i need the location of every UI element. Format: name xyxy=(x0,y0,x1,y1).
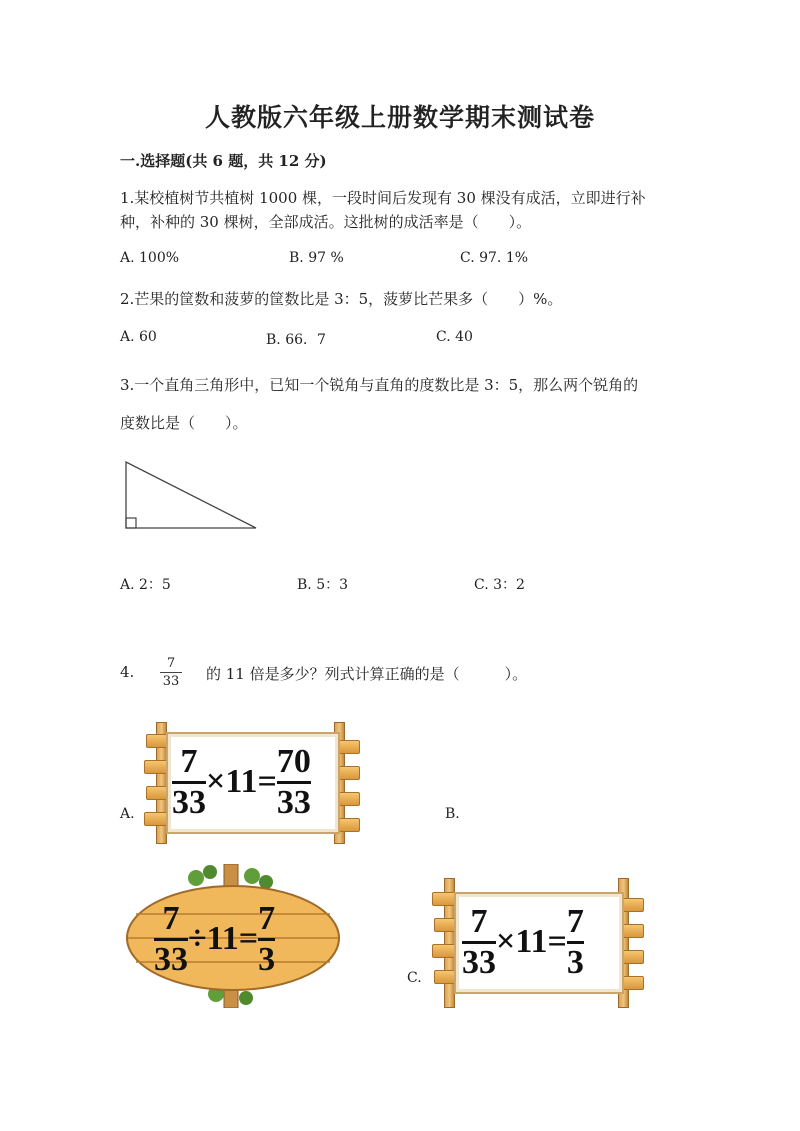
sign-b-den1: 33 xyxy=(154,940,188,978)
sign-a-image xyxy=(142,722,364,842)
q3-option-a: A. 2：5 xyxy=(120,577,171,593)
q1-option-a: A. 100% xyxy=(120,250,180,266)
question-1-line-1: 1.某校植树节共植树 1000 棵，一段时间后发现有 30 棵没有成活，立即进行补 xyxy=(120,189,646,207)
sign-c-num2: 7 xyxy=(566,902,584,940)
sign-b-num2: 7 xyxy=(258,899,276,937)
fraction-numerator: 7 xyxy=(166,656,176,671)
right-angle-mark xyxy=(126,518,136,528)
sign-c-num1: 7 xyxy=(470,902,488,940)
sign-a-equation xyxy=(172,738,311,826)
sign-b-image xyxy=(124,864,342,1008)
question-4-text: 的 11 倍是多少？列式计算正确的是（ ）。 xyxy=(206,665,528,683)
sign-b-num1: 7 xyxy=(162,899,180,937)
q2-option-b: B. 66．7 xyxy=(266,332,326,348)
sign-c-den2: 3 xyxy=(566,943,584,981)
q4-option-a-label: A. xyxy=(120,806,135,822)
q1-option-c: C. 97. 1% xyxy=(460,250,529,266)
q3-option-b: B. 5：3 xyxy=(297,577,349,593)
sign-a-den1: 33 xyxy=(172,783,206,821)
right-triangle-figure xyxy=(120,458,260,532)
sign-b-operator: ÷11= xyxy=(188,920,259,957)
q4-option-b-label: B. xyxy=(445,806,460,822)
question-4-fraction xyxy=(160,656,182,689)
sign-a-den2: 33 xyxy=(276,783,311,821)
sign-b-equation xyxy=(154,894,275,984)
sign-a-operator: ×11= xyxy=(206,763,277,800)
question-3-line-1: 3.一个直角三角形中，已知一个锐角与直角的度数比是 3：5，那么两个锐角的 xyxy=(120,376,639,394)
sign-b-den2: 3 xyxy=(258,940,276,978)
sign-c-equation xyxy=(462,898,584,986)
question-2: 2.芒果的筐数和菠萝的筐数比是 3：5，菠萝比芒果多（ ）%。 xyxy=(120,290,563,308)
q2-option-c: C. 40 xyxy=(436,329,473,345)
fraction-denominator: 33 xyxy=(162,674,180,689)
sign-c-den1: 33 xyxy=(462,943,496,981)
question-4-number: 4. xyxy=(120,663,135,681)
question-1 xyxy=(120,186,680,234)
sign-c-operator: ×11= xyxy=(496,923,567,960)
page-title: 人教版六年级上册数学期末测试卷 xyxy=(204,103,595,132)
question-1-line-2: 种，补种的 30 棵树，全部成活。这批树的成活率是（ ）。 xyxy=(120,213,532,231)
sign-a-num2: 70 xyxy=(276,742,311,780)
sign-a-num1: 7 xyxy=(180,742,198,780)
question-3-line-2: 度数比是（ ）。 xyxy=(120,414,248,432)
q4-option-c-label: C. xyxy=(407,970,422,986)
sign-c-image xyxy=(430,878,646,1006)
q2-option-a: A. 60 xyxy=(120,329,157,345)
section-heading: 一.选择题(共 6 题，共 12 分) xyxy=(120,152,327,170)
q3-option-c: C. 3：2 xyxy=(474,577,525,593)
question-3 xyxy=(120,366,680,442)
q1-option-b: B. 97 % xyxy=(289,250,344,266)
